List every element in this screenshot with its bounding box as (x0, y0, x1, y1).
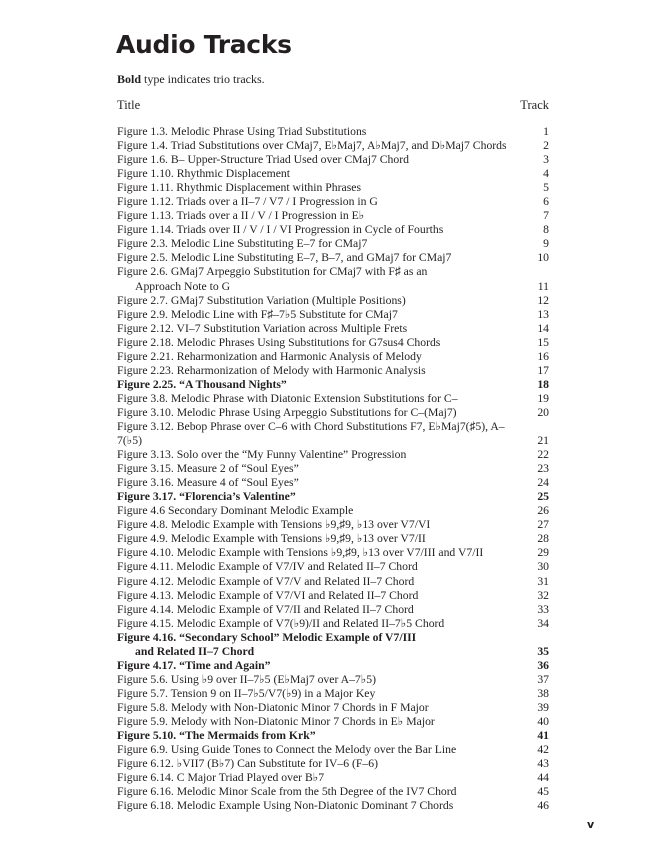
track-number: 3 (543, 153, 549, 167)
track-title (117, 743, 456, 757)
track-title-text: Figure 1.6. B– Upper-Structure Triad Used over CMaj7 Chord (117, 153, 409, 167)
track-title (117, 589, 418, 603)
track-number: 25 (537, 490, 549, 504)
track-number: 45 (537, 785, 549, 799)
track-number: 19 (537, 391, 549, 405)
track-number: 46 (537, 799, 549, 813)
track-title (117, 687, 375, 701)
track-title (117, 799, 453, 813)
track-title-text: Figure 2.3. Melodic Line Substituting E–7 for CMaj7 (117, 237, 368, 251)
track-row (117, 729, 549, 743)
track-title (117, 575, 414, 589)
track-title-text: Figure 4.8. Melodic Example with Tensions ♭9,♯9, ♭13 over V7/VI (117, 518, 431, 532)
track-title-continuation: Approach Note to G (135, 279, 231, 293)
track-number: 41 (537, 729, 549, 743)
track-title (117, 209, 364, 223)
track-title (117, 223, 443, 237)
track-title (117, 673, 376, 687)
track-row (117, 757, 549, 771)
track-row (117, 462, 549, 476)
track-number: 44 (537, 771, 549, 785)
track-title (117, 420, 529, 448)
track-row (117, 378, 549, 392)
track-title-continuation: and Related II–7 Chord (135, 644, 255, 658)
track-title (117, 392, 458, 406)
track-title (117, 757, 378, 771)
track-title-text: Figure 3.10. Melodic Phrase Using Arpeggio Substitutions for C–(Maj7) (117, 405, 457, 419)
track-title-text: Figure 2.7. GMaj7 Substitution Variation (Multiple Positions) (117, 293, 406, 307)
track-title-text: Figure 3.17. “Florencia’s Valentine” (117, 490, 296, 504)
track-title (117, 617, 444, 631)
track-title-text: Figure 1.10. Rhythmic Displacement (117, 167, 291, 181)
track-title (117, 125, 366, 139)
track-row (117, 560, 549, 574)
track-number: 16 (537, 349, 549, 363)
track-number: 7 (543, 209, 549, 223)
track-row (117, 209, 549, 223)
track-title-text: Figure 4.14. Melodic Example of V7/II and Related II–7 Chord (117, 602, 414, 616)
track-title (117, 237, 367, 251)
track-number: 11 (537, 279, 549, 293)
track-title-text: Figure 2.18. Melodic Phrases Using Substitutions for G7sus4 Chords (117, 335, 441, 349)
track-number: 18 (537, 377, 549, 391)
track-title-text: Figure 4.17. “Time and Again” (117, 658, 271, 672)
track-row (117, 195, 549, 209)
track-title-text: Figure 5.9. Melody with Non-Diatonic Minor 7 Chords in E♭ Major (117, 714, 435, 728)
track-row (117, 603, 549, 617)
track-number: 38 (537, 686, 549, 700)
track-row (117, 701, 549, 715)
track-row (117, 518, 549, 532)
track-title-text: Figure 5.10. “The Mermaids from Krk” (117, 729, 316, 743)
track-title-text: Figure 4.12. Melodic Example of V7/V and Related II–7 Chord (117, 574, 415, 588)
track-row (117, 785, 549, 799)
track-number: 34 (537, 616, 549, 630)
track-title-text: Figure 4.10. Melodic Example with Tensions ♭9,♯9, ♭13 over V7/III and V7/II (117, 546, 484, 560)
track-title (117, 462, 299, 476)
track-row (117, 715, 549, 729)
track-number: 21 (537, 434, 549, 448)
track-row (117, 589, 549, 603)
track-title (117, 350, 422, 364)
track-number: 4 (543, 167, 549, 181)
track-number: 40 (537, 714, 549, 728)
track-number: 39 (537, 700, 549, 714)
track-title (117, 476, 299, 490)
track-number: 12 (537, 293, 549, 307)
track-number: 23 (537, 462, 549, 476)
track-number: 29 (537, 546, 549, 560)
track-title (117, 631, 416, 659)
track-number: 10 (537, 251, 549, 265)
track-title-text: Figure 2.21. Reharmonization and Harmonic Analysis of Melody (117, 349, 422, 363)
track-title-text: Figure 1.11. Rhythmic Displacement within Phrases (117, 181, 361, 195)
track-title (117, 322, 407, 336)
track-row (117, 631, 549, 659)
track-title-text: Figure 2.9. Melodic Line with F♯–7♭5 Substitute for CMaj7 (117, 307, 398, 321)
track-title-text: Figure 4.6 Secondary Dominant Melodic Example (117, 504, 354, 518)
track-row (117, 392, 549, 406)
track-row (117, 743, 549, 757)
track-number: 37 (537, 672, 549, 686)
track-title (117, 336, 440, 350)
track-row (117, 659, 549, 673)
track-number: 32 (537, 588, 549, 602)
page-number: v (587, 818, 595, 831)
track-number: 13 (537, 307, 549, 321)
track-title-text: Figure 1.3. Melodic Phrase Using Triad Substitutions (117, 125, 367, 138)
track-row (117, 308, 549, 322)
track-row (117, 476, 549, 490)
track-title (117, 195, 378, 209)
track-row (117, 350, 549, 364)
track-number: 36 (537, 658, 549, 672)
track-title (117, 490, 296, 504)
track-title-text: Figure 6.18. Melodic Example Using Non-Diatonic Dominant 7 Chords (117, 799, 454, 813)
track-row (117, 617, 549, 631)
track-title-text: Figure 3.13. Solo over the “My Funny Valentine” Progression (117, 448, 407, 462)
track-row (117, 336, 549, 350)
track-number: 9 (543, 237, 549, 251)
track-row (117, 420, 549, 448)
track-title (117, 167, 290, 181)
track-number: 1 (543, 125, 549, 138)
track-title (117, 181, 361, 195)
track-title (117, 729, 316, 743)
track-title (117, 364, 426, 378)
track-title-text: Figure 1.12. Triads over a II–7 / V7 / I Progression in G (117, 195, 378, 209)
track-title (117, 532, 426, 546)
track-number: 17 (537, 363, 549, 377)
track-title-text: Figure 4.11. Melodic Example of V7/IV and Related II–7 Chord (117, 560, 418, 574)
track-row (117, 490, 549, 504)
track-title (117, 448, 406, 462)
track-row (117, 364, 549, 378)
track-title (117, 546, 483, 560)
track-title (117, 715, 435, 729)
track-title-text: Figure 3.15. Measure 2 of “Soul Eyes” (117, 462, 299, 476)
track-title (117, 603, 414, 617)
track-title (117, 504, 353, 518)
track-title (117, 771, 324, 785)
track-title-text: Figure 5.8. Melody with Non-Diatonic Minor 7 Chords in F Major (117, 700, 429, 714)
track-title (117, 378, 287, 392)
track-title-text: Figure 4.15. Melodic Example of V7(♭9)/II and Related II–7♭5 Chord (117, 616, 445, 630)
track-row (117, 265, 549, 293)
track-title (117, 294, 406, 308)
track-title-text: Figure 4.9. Melodic Example with Tensions ♭9,♯9, ♭13 over V7/II (117, 532, 426, 546)
track-row (117, 237, 549, 251)
track-row (117, 771, 549, 785)
track-title-text: Figure 1.4. Triad Substitutions over CMaj7, E♭Maj7, A♭Maj7, and D♭Maj7 Chords (117, 139, 507, 153)
track-number: 6 (543, 195, 549, 209)
column-header-title: Title (117, 98, 141, 112)
track-row (117, 687, 549, 701)
track-row (117, 575, 549, 589)
track-row (117, 153, 549, 167)
track-title-text: Figure 2.23. Reharmonization of Melody with Harmonic Analysis (117, 363, 426, 377)
track-list (117, 125, 549, 813)
track-title (117, 518, 430, 532)
track-number: 5 (543, 181, 549, 195)
track-row (117, 223, 549, 237)
track-title (117, 265, 427, 293)
track-title (117, 659, 270, 673)
track-title-text: Figure 2.6. GMaj7 Arpeggio Substitution for CMaj7 with F♯ as an (117, 265, 428, 279)
track-title-text: Figure 5.7. Tension 9 on II–7♭5/V7(♭9) in a Major Key (117, 686, 376, 700)
track-number: 26 (537, 504, 549, 518)
track-title-text: Figure 2.25. “A Thousand Nights” (117, 377, 287, 391)
track-title (117, 139, 507, 153)
track-number: 15 (537, 335, 549, 349)
track-title (117, 785, 457, 799)
track-title (117, 406, 457, 420)
note-text: type indicates trio tracks. (141, 72, 265, 86)
track-title (117, 251, 451, 265)
track-row (117, 504, 549, 518)
track-title (117, 153, 409, 167)
track-title-text: Figure 2.12. VI–7 Substitution Variation across Multiple Frets (117, 321, 408, 335)
page-title: Audio Tracks (116, 30, 292, 59)
track-number: 42 (537, 743, 549, 757)
track-row (117, 294, 549, 308)
track-row (117, 406, 549, 420)
track-title (117, 701, 429, 715)
track-number: 43 (537, 757, 549, 771)
track-row (117, 799, 549, 813)
track-row (117, 673, 549, 687)
track-title-text: Figure 6.16. Melodic Minor Scale from the 5th Degree of the IV7 Chord (117, 785, 457, 799)
track-number: 30 (537, 560, 549, 574)
track-title-text: Figure 2.5. Melodic Line Substituting E–7, B–7, and GMaj7 for CMaj7 (117, 251, 452, 265)
track-number: 14 (537, 321, 549, 335)
track-title (117, 308, 398, 322)
track-number: 33 (537, 602, 549, 616)
track-number: 8 (543, 223, 549, 237)
bold-legend-note (117, 72, 265, 87)
track-row (117, 167, 549, 181)
track-row (117, 448, 549, 462)
track-number: 28 (537, 532, 549, 546)
track-row (117, 181, 549, 195)
track-title-text: Figure 3.8. Melodic Phrase with Diatonic Extension Substitutions for C– (117, 391, 458, 405)
track-row (117, 322, 549, 336)
track-row (117, 125, 549, 139)
track-title-text: Figure 6.9. Using Guide Tones to Connect the Melody over the Bar Line (117, 743, 457, 757)
track-title-text: Figure 4.16. “Secondary School” Melodic Example of V7/III (117, 630, 417, 644)
note-bold-word: Bold (117, 72, 142, 86)
track-row (117, 139, 549, 153)
track-row (117, 532, 549, 546)
track-title-text: Figure 4.13. Melodic Example of V7/VI and Related II–7 Chord (117, 588, 419, 602)
track-number: 24 (537, 476, 549, 490)
track-title-text: Figure 1.13. Triads over a II / V / I Progression in E♭ (117, 209, 365, 223)
track-number: 22 (537, 448, 549, 462)
column-header-track: Track (520, 98, 549, 112)
track-row (117, 546, 549, 560)
track-number: 20 (537, 405, 549, 419)
track-number: 2 (543, 139, 549, 153)
track-title-text: Figure 3.16. Measure 4 of “Soul Eyes” (117, 476, 299, 490)
track-title (117, 560, 418, 574)
track-row (117, 251, 549, 265)
track-title-text: Figure 6.12. ♭VII7 (B♭7) Can Substitute for IV–6 (F–6) (117, 757, 378, 771)
track-title-text: Figure 1.14. Triads over II / V / I / VI Progression in Cycle of Fourths (117, 223, 444, 237)
track-title-text: Figure 3.12. Bebop Phrase over C–6 with Chord Substitutions F7, E♭Maj7(♯5), A–7(♭5) (117, 419, 505, 448)
track-number: 27 (537, 518, 549, 532)
track-number: 31 (537, 574, 549, 588)
track-number: 35 (537, 644, 549, 658)
track-title-text: Figure 6.14. C Major Triad Played over B♭7 (117, 771, 325, 785)
track-title-text: Figure 5.6. Using ♭9 over II–7♭5 (E♭Maj7 over A–7♭5) (117, 672, 377, 686)
